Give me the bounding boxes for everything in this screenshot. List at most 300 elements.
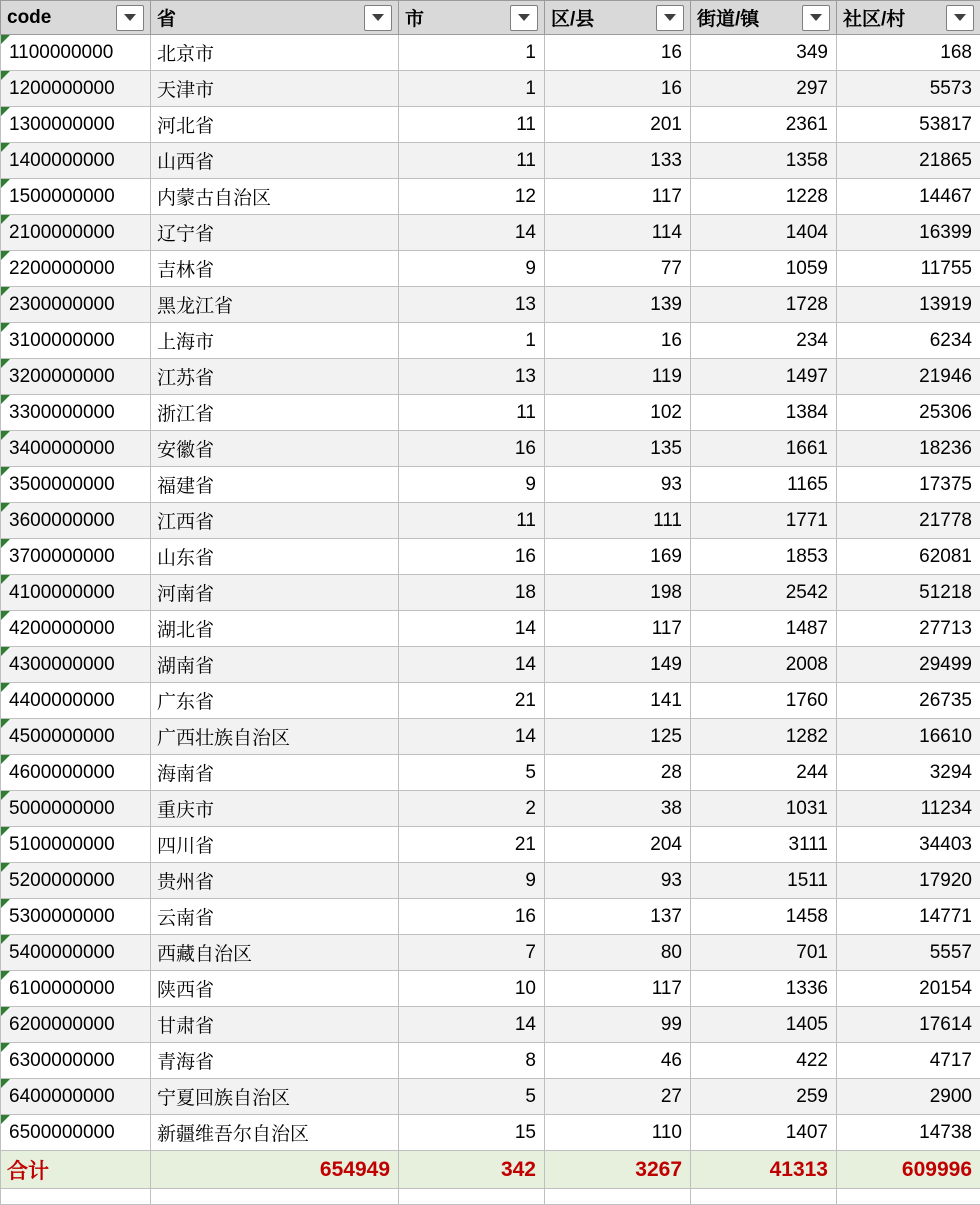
cell-town[interactable]: 1511	[691, 863, 837, 899]
column-header-town[interactable]	[691, 1, 837, 35]
cell-province[interactable]: 甘肃省	[151, 1007, 399, 1043]
cell-province[interactable]: 河南省	[151, 575, 399, 611]
cell-province[interactable]: 江苏省	[151, 359, 399, 395]
cell-town[interactable]: 1228	[691, 179, 837, 215]
cell-value: 6100000000	[9, 978, 115, 999]
cell-value: 3300000000	[9, 402, 115, 423]
cell-village[interactable]: 3294	[837, 755, 980, 791]
cell-town[interactable]: 349	[691, 35, 837, 71]
cell-town[interactable]: 1404	[691, 215, 837, 251]
table-row[interactable]	[1, 863, 980, 899]
cell-code[interactable]	[1, 971, 151, 1007]
cell-code[interactable]	[1, 287, 151, 323]
cell-code[interactable]	[1, 899, 151, 935]
cell-village[interactable]: 25306	[837, 395, 980, 431]
cell-province[interactable]: 内蒙古自治区	[151, 179, 399, 215]
cell-district[interactable]: 77	[545, 251, 691, 287]
cell-district[interactable]: 27	[545, 1079, 691, 1115]
total-label[interactable]: 合计	[1, 1151, 151, 1189]
cell-town[interactable]: 1031	[691, 791, 837, 827]
cell-province[interactable]: 吉林省	[151, 251, 399, 287]
table-row[interactable]	[1, 1115, 980, 1151]
cell-district[interactable]: 28	[545, 755, 691, 791]
cell-town[interactable]: 1771	[691, 503, 837, 539]
cell-district[interactable]: 117	[545, 971, 691, 1007]
cell-error-marker-icon	[1, 359, 10, 368]
cell-city[interactable]: 14	[399, 611, 545, 647]
cell-city[interactable]: 9	[399, 251, 545, 287]
table-row[interactable]	[1, 1079, 980, 1115]
cell-district[interactable]: 80	[545, 935, 691, 971]
cell-code[interactable]	[1, 1007, 151, 1043]
cell-value: 5000000000	[9, 798, 115, 819]
cell-town[interactable]: 1661	[691, 431, 837, 467]
cell-city[interactable]: 16	[399, 539, 545, 575]
cell-village[interactable]: 18236	[837, 431, 980, 467]
cell-city[interactable]: 2	[399, 791, 545, 827]
cell-error-marker-icon	[1, 1079, 10, 1088]
cell-town[interactable]: 1760	[691, 683, 837, 719]
cell-code[interactable]	[1, 71, 151, 107]
cell-village[interactable]: 16399	[837, 215, 980, 251]
total-town[interactable]: 41313	[691, 1151, 837, 1189]
cell-code[interactable]	[1, 323, 151, 359]
table-header-row	[1, 1, 980, 35]
cell-value: 4600000000	[9, 762, 115, 783]
table-row[interactable]	[1, 683, 980, 719]
cell-province[interactable]: 宁夏回族自治区	[151, 1079, 399, 1115]
cell-district[interactable]: 201	[545, 107, 691, 143]
cell-village[interactable]: 16610	[837, 719, 980, 755]
cell-district[interactable]: 125	[545, 719, 691, 755]
cell-city[interactable]: 5	[399, 755, 545, 791]
cell-village[interactable]: 26735	[837, 683, 980, 719]
cell-district[interactable]: 114	[545, 215, 691, 251]
cell-village[interactable]: 21778	[837, 503, 980, 539]
table-row[interactable]	[1, 431, 980, 467]
cell-empty[interactable]	[151, 1189, 399, 1205]
cell-province[interactable]: 湖北省	[151, 611, 399, 647]
cell-district[interactable]: 16	[545, 35, 691, 71]
cell-value: 1200000000	[9, 78, 115, 99]
table-row[interactable]	[1, 107, 980, 143]
cell-district[interactable]: 93	[545, 863, 691, 899]
cell-province[interactable]: 西藏自治区	[151, 935, 399, 971]
column-header-label: 省	[157, 4, 176, 31]
cell-town[interactable]: 297	[691, 71, 837, 107]
cell-town[interactable]: 1165	[691, 467, 837, 503]
cell-value: 2300000000	[9, 294, 115, 315]
cell-error-marker-icon	[1, 647, 10, 656]
total-city[interactable]: 342	[399, 1151, 545, 1189]
cell-value: 4300000000	[9, 654, 115, 675]
cell-code[interactable]	[1, 215, 151, 251]
cell-village[interactable]: 11755	[837, 251, 980, 287]
cell-code[interactable]	[1, 143, 151, 179]
table-row[interactable]	[1, 827, 980, 863]
cell-value: 5200000000	[9, 870, 115, 891]
cell-error-marker-icon	[1, 827, 10, 836]
cell-district[interactable]: 198	[545, 575, 691, 611]
table-row[interactable]	[1, 539, 980, 575]
cell-city[interactable]: 5	[399, 1079, 545, 1115]
cell-district[interactable]: 46	[545, 1043, 691, 1079]
column-header-district[interactable]	[545, 1, 691, 35]
cell-province[interactable]: 安徽省	[151, 431, 399, 467]
cell-value: 3600000000	[9, 510, 115, 531]
cell-district[interactable]: 149	[545, 647, 691, 683]
cell-error-marker-icon	[1, 143, 10, 152]
column-header-code[interactable]	[1, 1, 151, 35]
cell-error-marker-icon	[1, 107, 10, 116]
cell-code[interactable]	[1, 467, 151, 503]
cell-error-marker-icon	[1, 1115, 10, 1124]
table-row[interactable]	[1, 179, 980, 215]
cell-city[interactable]: 11	[399, 503, 545, 539]
cell-district[interactable]: 137	[545, 899, 691, 935]
cell-code[interactable]	[1, 935, 151, 971]
cell-province[interactable]: 云南省	[151, 899, 399, 935]
cell-city[interactable]: 8	[399, 1043, 545, 1079]
cell-code[interactable]	[1, 503, 151, 539]
cell-town[interactable]: 2542	[691, 575, 837, 611]
cell-province[interactable]: 黑龙江省	[151, 287, 399, 323]
total-code[interactable]: 654949	[151, 1151, 399, 1189]
cell-town[interactable]: 2008	[691, 647, 837, 683]
cell-village[interactable]: 62081	[837, 539, 980, 575]
cell-town[interactable]: 1487	[691, 611, 837, 647]
table-row[interactable]	[1, 215, 980, 251]
column-header-label: 社区/村	[843, 4, 905, 31]
cell-town[interactable]: 1728	[691, 287, 837, 323]
cell-district[interactable]: 133	[545, 143, 691, 179]
cell-error-marker-icon	[1, 863, 10, 872]
cell-town[interactable]: 422	[691, 1043, 837, 1079]
cell-town[interactable]: 1458	[691, 899, 837, 935]
cell-village[interactable]: 14771	[837, 899, 980, 935]
cell-district[interactable]: 119	[545, 359, 691, 395]
cell-province[interactable]: 山西省	[151, 143, 399, 179]
cell-error-marker-icon	[1, 395, 10, 404]
column-header-city[interactable]	[399, 1, 545, 35]
cell-village[interactable]: 6234	[837, 323, 980, 359]
cell-province[interactable]: 四川省	[151, 827, 399, 863]
cell-value: 4200000000	[9, 618, 115, 639]
cell-town[interactable]: 1853	[691, 539, 837, 575]
column-header-province[interactable]	[151, 1, 399, 35]
cell-error-marker-icon	[1, 71, 10, 80]
cell-city[interactable]: 9	[399, 467, 545, 503]
cell-error-marker-icon	[1, 35, 10, 44]
cell-value: 5100000000	[9, 834, 115, 855]
cell-city[interactable]: 13	[399, 287, 545, 323]
cell-city[interactable]: 1	[399, 323, 545, 359]
cell-code[interactable]	[1, 683, 151, 719]
cell-value: 6300000000	[9, 1050, 115, 1071]
table-row[interactable]	[1, 71, 980, 107]
table-row[interactable]	[1, 1043, 980, 1079]
cell-town[interactable]: 1384	[691, 395, 837, 431]
cell-district[interactable]: 117	[545, 179, 691, 215]
cell-village[interactable]: 5557	[837, 935, 980, 971]
filter-dropdown-icon[interactable]	[364, 5, 392, 31]
cell-value: 6200000000	[9, 1014, 115, 1035]
cell-city[interactable]: 11	[399, 395, 545, 431]
cell-district[interactable]: 139	[545, 287, 691, 323]
cell-error-marker-icon	[1, 755, 10, 764]
cell-village[interactable]: 17614	[837, 1007, 980, 1043]
cell-error-marker-icon	[1, 539, 10, 548]
cell-town[interactable]: 701	[691, 935, 837, 971]
cell-error-marker-icon	[1, 467, 10, 476]
cell-code[interactable]	[1, 179, 151, 215]
cell-city[interactable]: 14	[399, 719, 545, 755]
cell-province[interactable]: 湖南省	[151, 647, 399, 683]
cell-village[interactable]: 21865	[837, 143, 980, 179]
cell-code[interactable]	[1, 539, 151, 575]
cell-city[interactable]: 14	[399, 1007, 545, 1043]
cell-village[interactable]: 29499	[837, 647, 980, 683]
cell-empty[interactable]	[691, 1189, 837, 1205]
cell-city[interactable]: 15	[399, 1115, 545, 1151]
cell-village[interactable]: 20154	[837, 971, 980, 1007]
table-row[interactable]	[1, 1007, 980, 1043]
column-header-village[interactable]	[837, 1, 980, 35]
filter-dropdown-icon[interactable]	[656, 5, 684, 31]
cell-district[interactable]: 204	[545, 827, 691, 863]
filter-dropdown-icon[interactable]	[946, 5, 974, 31]
cell-district[interactable]: 111	[545, 503, 691, 539]
cell-city[interactable]: 21	[399, 827, 545, 863]
cell-province[interactable]: 天津市	[151, 71, 399, 107]
cell-village[interactable]: 168	[837, 35, 980, 71]
cell-city[interactable]: 16	[399, 431, 545, 467]
cell-value: 3200000000	[9, 366, 115, 387]
cell-town[interactable]: 234	[691, 323, 837, 359]
cell-district[interactable]: 135	[545, 431, 691, 467]
cell-village[interactable]: 13919	[837, 287, 980, 323]
cell-city[interactable]: 7	[399, 935, 545, 971]
cell-town[interactable]: 1059	[691, 251, 837, 287]
cell-city[interactable]: 16	[399, 899, 545, 935]
table-row[interactable]	[1, 35, 980, 71]
cell-district[interactable]: 93	[545, 467, 691, 503]
cell-village[interactable]: 2900	[837, 1079, 980, 1115]
cell-district[interactable]: 117	[545, 611, 691, 647]
column-header-label: 市	[405, 4, 424, 31]
cell-city[interactable]: 21	[399, 683, 545, 719]
cell-province[interactable]: 重庆市	[151, 791, 399, 827]
table-row[interactable]	[1, 935, 980, 971]
cell-district[interactable]: 141	[545, 683, 691, 719]
column-header-label: 街道/镇	[697, 4, 759, 31]
cell-town[interactable]: 1497	[691, 359, 837, 395]
cell-code[interactable]	[1, 107, 151, 143]
column-header-label: 区/县	[551, 4, 594, 31]
cell-district[interactable]: 110	[545, 1115, 691, 1151]
table-row[interactable]	[1, 791, 980, 827]
cell-town[interactable]: 2361	[691, 107, 837, 143]
cell-code[interactable]	[1, 611, 151, 647]
cell-value: 4400000000	[9, 690, 115, 711]
table-row[interactable]	[1, 755, 980, 791]
cell-error-marker-icon	[1, 719, 10, 728]
cell-village[interactable]: 4717	[837, 1043, 980, 1079]
cell-village[interactable]: 21946	[837, 359, 980, 395]
cell-code[interactable]	[1, 35, 151, 71]
cell-village[interactable]: 51218	[837, 575, 980, 611]
cell-town[interactable]: 1336	[691, 971, 837, 1007]
cell-district[interactable]: 169	[545, 539, 691, 575]
cell-error-marker-icon	[1, 1043, 10, 1052]
cell-district[interactable]: 16	[545, 323, 691, 359]
cell-village[interactable]: 5573	[837, 71, 980, 107]
table-row[interactable]	[1, 719, 980, 755]
cell-province[interactable]: 上海市	[151, 323, 399, 359]
cell-value: 4500000000	[9, 726, 115, 747]
cell-town[interactable]: 1407	[691, 1115, 837, 1151]
cell-code[interactable]	[1, 647, 151, 683]
cell-error-marker-icon	[1, 1007, 10, 1016]
cell-error-marker-icon	[1, 791, 10, 800]
cell-error-marker-icon	[1, 683, 10, 692]
cell-district[interactable]: 38	[545, 791, 691, 827]
table-empty-row[interactable]	[1, 1189, 980, 1205]
cell-code[interactable]	[1, 1115, 151, 1151]
cell-province[interactable]: 浙江省	[151, 395, 399, 431]
table-row[interactable]	[1, 323, 980, 359]
total-village[interactable]: 609996	[837, 1151, 980, 1189]
cell-village[interactable]: 53817	[837, 107, 980, 143]
cell-province[interactable]: 北京市	[151, 35, 399, 71]
cell-village[interactable]: 27713	[837, 611, 980, 647]
table-row[interactable]	[1, 971, 980, 1007]
table-row[interactable]	[1, 647, 980, 683]
cell-province[interactable]: 山东省	[151, 539, 399, 575]
cell-value: 2100000000	[9, 222, 115, 243]
cell-city[interactable]: 11	[399, 107, 545, 143]
table-row[interactable]	[1, 143, 980, 179]
cell-province[interactable]: 青海省	[151, 1043, 399, 1079]
cell-code[interactable]	[1, 575, 151, 611]
table-row[interactable]	[1, 395, 980, 431]
filter-dropdown-icon[interactable]	[510, 5, 538, 31]
cell-value: 5300000000	[9, 906, 115, 927]
cell-code[interactable]	[1, 1079, 151, 1115]
table-row[interactable]	[1, 251, 980, 287]
cell-province[interactable]: 贵州省	[151, 863, 399, 899]
table-row[interactable]	[1, 611, 980, 647]
cell-code[interactable]	[1, 251, 151, 287]
cell-code[interactable]	[1, 719, 151, 755]
cell-province[interactable]: 新疆维吾尔自治区	[151, 1115, 399, 1151]
cell-value: 1100000000	[9, 42, 113, 63]
cell-code[interactable]	[1, 791, 151, 827]
cell-error-marker-icon	[1, 575, 10, 584]
cell-error-marker-icon	[1, 935, 10, 944]
cell-village[interactable]: 14738	[837, 1115, 980, 1151]
cell-empty[interactable]	[1, 1189, 151, 1205]
cell-error-marker-icon	[1, 215, 10, 224]
cell-village[interactable]: 17920	[837, 863, 980, 899]
cell-province[interactable]: 海南省	[151, 755, 399, 791]
cell-value: 3400000000	[9, 438, 115, 459]
table-row[interactable]	[1, 575, 980, 611]
cell-village[interactable]: 14467	[837, 179, 980, 215]
table-row[interactable]	[1, 359, 980, 395]
cell-error-marker-icon	[1, 611, 10, 620]
cell-town[interactable]: 1405	[691, 1007, 837, 1043]
cell-value: 3700000000	[9, 546, 115, 567]
table-body	[1, 35, 980, 1205]
cell-code[interactable]	[1, 863, 151, 899]
cell-district[interactable]: 16	[545, 71, 691, 107]
cell-province[interactable]: 广西壮族自治区	[151, 719, 399, 755]
cell-city[interactable]: 1	[399, 35, 545, 71]
cell-city[interactable]: 10	[399, 971, 545, 1007]
cell-error-marker-icon	[1, 251, 10, 260]
cell-city[interactable]: 13	[399, 359, 545, 395]
cell-code[interactable]	[1, 359, 151, 395]
cell-province[interactable]: 辽宁省	[151, 215, 399, 251]
cell-value: 4100000000	[9, 582, 115, 603]
cell-empty[interactable]	[399, 1189, 545, 1205]
cell-code[interactable]	[1, 755, 151, 791]
filter-dropdown-icon[interactable]	[802, 5, 830, 31]
cell-town[interactable]: 1358	[691, 143, 837, 179]
table-row[interactable]	[1, 467, 980, 503]
cell-town[interactable]: 3111	[691, 827, 837, 863]
cell-empty[interactable]	[837, 1189, 980, 1205]
cell-city[interactable]: 18	[399, 575, 545, 611]
cell-code[interactable]	[1, 1043, 151, 1079]
cell-empty[interactable]	[545, 1189, 691, 1205]
table-total-row[interactable]	[1, 1151, 980, 1189]
cell-value: 6500000000	[9, 1122, 115, 1143]
cell-province[interactable]: 江西省	[151, 503, 399, 539]
cell-city[interactable]: 14	[399, 215, 545, 251]
cell-province[interactable]: 河北省	[151, 107, 399, 143]
cell-city[interactable]: 14	[399, 647, 545, 683]
cell-village[interactable]: 17375	[837, 467, 980, 503]
table-row[interactable]	[1, 503, 980, 539]
total-district[interactable]: 3267	[545, 1151, 691, 1189]
cell-value: 1500000000	[9, 186, 115, 207]
cell-village[interactable]: 34403	[837, 827, 980, 863]
cell-town[interactable]: 1282	[691, 719, 837, 755]
cell-province[interactable]: 陕西省	[151, 971, 399, 1007]
cell-village[interactable]: 11234	[837, 791, 980, 827]
cell-city[interactable]: 9	[399, 863, 545, 899]
cell-city[interactable]: 11	[399, 143, 545, 179]
cell-code[interactable]	[1, 395, 151, 431]
cell-province[interactable]: 广东省	[151, 683, 399, 719]
cell-town[interactable]: 244	[691, 755, 837, 791]
cell-code[interactable]	[1, 827, 151, 863]
column-header-label: code	[7, 7, 51, 29]
cell-town[interactable]: 259	[691, 1079, 837, 1115]
cell-province[interactable]: 福建省	[151, 467, 399, 503]
cell-district[interactable]: 99	[545, 1007, 691, 1043]
table-row[interactable]	[1, 287, 980, 323]
table-row[interactable]	[1, 899, 980, 935]
cell-city[interactable]: 1	[399, 71, 545, 107]
cell-value: 1300000000	[9, 114, 115, 135]
cell-city[interactable]: 12	[399, 179, 545, 215]
cell-code[interactable]	[1, 431, 151, 467]
cell-district[interactable]: 102	[545, 395, 691, 431]
filter-dropdown-icon[interactable]	[116, 5, 144, 31]
